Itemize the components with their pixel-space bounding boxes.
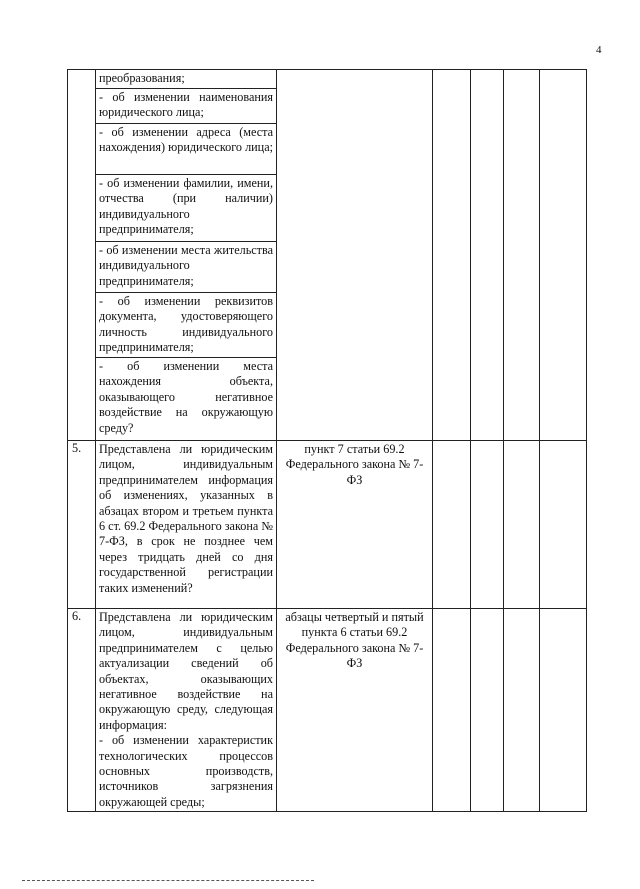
page-number: 4 xyxy=(596,44,602,56)
answer-cell xyxy=(504,441,540,609)
checklist-table xyxy=(67,69,587,812)
list-item: - об изменении наименования юридического лица; xyxy=(96,88,276,123)
footer-rule xyxy=(22,880,314,881)
question-cell xyxy=(96,609,277,812)
list-item: - об изменении адреса (места нахождения) юридического лица; xyxy=(96,123,276,174)
row-number: 6. xyxy=(68,609,96,812)
answer-cell xyxy=(540,609,587,812)
list-item: преобразования; xyxy=(99,71,185,85)
list-item: - об изменении места жительства индивидуального предпринимателя; xyxy=(96,241,276,292)
number-cell xyxy=(68,70,96,441)
list-item: - об изменении реквизитов документа, удостоверяющего личность индивидуального предпринимателя; xyxy=(96,292,276,357)
answer-cell xyxy=(504,70,540,441)
answer-cell xyxy=(471,70,504,441)
row-number: 5. xyxy=(68,441,96,609)
question-text: Представлена ли юридическим лицом, индивидуальным предпринимателем с целью актуализации сведений об объектах, оказывающих негативное воздействие на окружающую среду, следующая информация: xyxy=(99,610,273,732)
answer-cell xyxy=(433,441,471,609)
list-item: - об изменении фамилии, имени, отчества (при наличии) индивидуального предпринимателя; xyxy=(96,174,276,241)
answer-cell xyxy=(540,441,587,609)
legal-reference: пункт 7 статьи 69.2 Федерального закона № 7-ФЗ xyxy=(277,441,433,609)
answer-cell xyxy=(540,70,587,441)
answer-cell xyxy=(433,609,471,812)
legal-reference: абзацы четвертый и пятый пункта 6 статьи 69.2 Федерального закона № 7-ФЗ xyxy=(277,609,433,812)
answer-cell xyxy=(433,70,471,441)
reference-cell xyxy=(277,70,433,441)
table-row xyxy=(68,609,587,812)
question-text: Представлена ли юридическим лицом, индивидуальным предпринимателем информация об изменениях, указанных в абзацах втором и третьем пункта 6 ст. 69.2 Федерального закона № 7-ФЗ, в срок не позднее чем через тридцать дней со дня государственной регистрации таких изменений? xyxy=(96,441,277,609)
answer-cell xyxy=(471,441,504,609)
question-subitem: - об изменении характеристик технологических процессов основных производств, источников загрязнения окружающей среды; xyxy=(99,733,273,809)
answer-cell xyxy=(504,609,540,812)
question-cell xyxy=(96,70,277,441)
answer-cell xyxy=(471,609,504,812)
table-row-continuation xyxy=(68,70,587,441)
list-item: - об изменении места нахождения объекта, оказывающего негативное воздействие на окружающую среду? xyxy=(96,357,276,440)
table-row xyxy=(68,441,587,609)
